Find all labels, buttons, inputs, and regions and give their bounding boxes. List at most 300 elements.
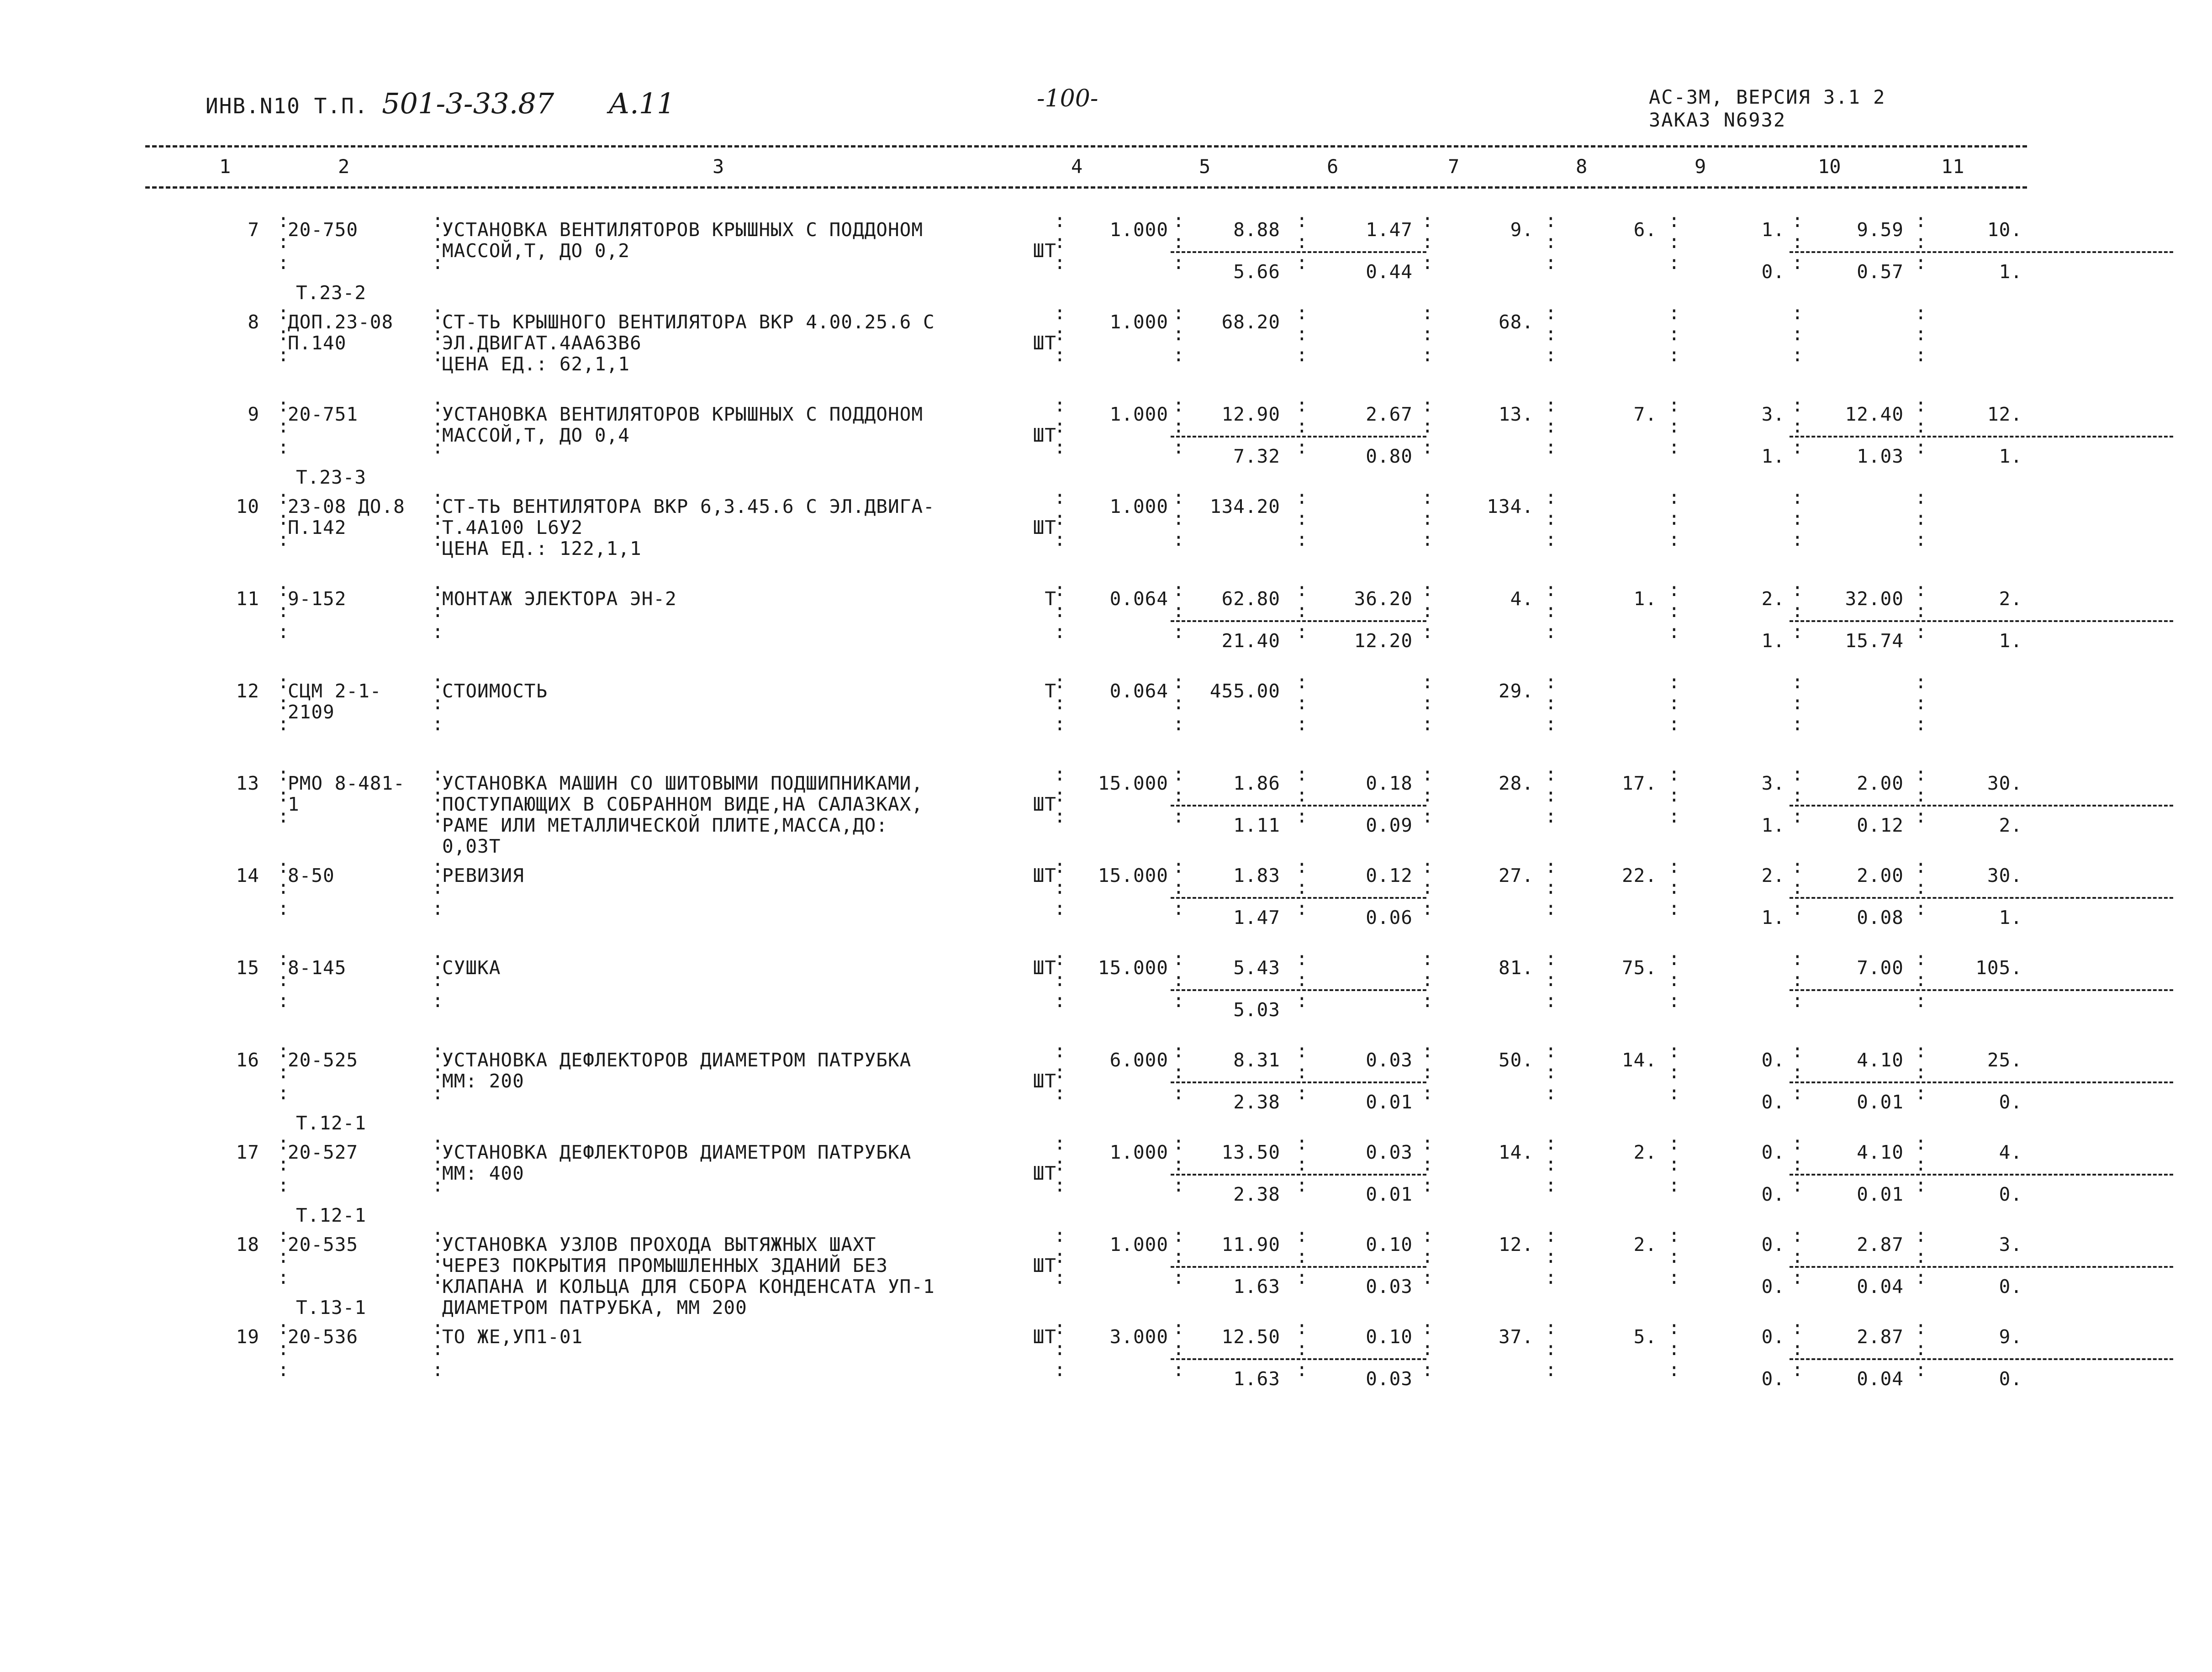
column-separator: : xyxy=(1296,1061,1308,1083)
row-s11: 4. xyxy=(1999,1141,2022,1163)
column-separator: : xyxy=(1054,344,1066,366)
row-quantity: 1.000 xyxy=(1109,311,1168,333)
column-separator: : xyxy=(1296,507,1308,529)
column-separator: : xyxy=(1545,855,1557,877)
column-separator: : xyxy=(1668,507,1680,529)
column-separator: : xyxy=(1915,1224,1927,1246)
column-separator: : xyxy=(1296,1082,1308,1104)
column-separator: : xyxy=(1422,692,1433,714)
column-separator: : xyxy=(1545,507,1557,529)
row-description: ММ: 200 xyxy=(442,1070,524,1092)
column-separator: : xyxy=(1668,436,1680,458)
row-p6: 2.67 xyxy=(1366,403,1413,425)
header-rule-bottom xyxy=(145,186,2027,189)
column-separator: : xyxy=(278,1174,289,1196)
column-separator: : xyxy=(1668,344,1680,366)
column-separator: : xyxy=(1915,528,1927,550)
column-separator: : xyxy=(1915,897,1927,919)
row-p5: 11.90 xyxy=(1221,1234,1280,1255)
column-separator: : xyxy=(1915,486,1927,508)
column-separator: : xyxy=(1792,969,1803,991)
row-sub-s10: 1.03 xyxy=(1857,445,1904,467)
row-number: 17 xyxy=(236,1141,259,1163)
column-separator: : xyxy=(1054,600,1066,622)
inventory-header xyxy=(206,87,675,120)
row-s8: 17. xyxy=(1621,772,1657,794)
row-s9: 2. xyxy=(1761,865,1785,886)
column-separator: : xyxy=(1668,486,1680,508)
column-separator: : xyxy=(432,1359,443,1381)
column-separator: : xyxy=(1915,621,1927,643)
row-p5: 12.90 xyxy=(1221,403,1280,425)
project-number: 501-3-33.87 xyxy=(382,87,554,120)
column-separator: : xyxy=(1296,344,1308,366)
column-separator: : xyxy=(1792,713,1803,735)
row-description: РАМЕ ИЛИ МЕТАЛЛИЧЕСКОЙ ПЛИТЕ,МАССА,ДО: xyxy=(442,814,888,836)
page-number: -100- xyxy=(1037,85,1098,112)
column-separator: : xyxy=(1915,1153,1927,1175)
row-s7: 28. xyxy=(1498,772,1534,794)
column-separator: : xyxy=(1296,621,1308,643)
row-code: 20-535 xyxy=(288,1234,359,1255)
row-code: 20-536 xyxy=(288,1326,359,1348)
inventory-prefix: ИНВ.N xyxy=(206,94,274,118)
column-separator: : xyxy=(1545,528,1557,550)
column-separator: : xyxy=(1545,415,1557,437)
column-separator: : xyxy=(1173,210,1184,232)
column-separator: : xyxy=(1545,948,1557,970)
column-separator: : xyxy=(1173,394,1184,416)
row-s7: 9. xyxy=(1510,219,1534,241)
column-separator: : xyxy=(1545,621,1557,643)
column-separator: : xyxy=(1668,1338,1680,1360)
column-separator: : xyxy=(1173,1174,1184,1196)
row-p5: 68.20 xyxy=(1221,311,1280,333)
column-separator: : xyxy=(432,1153,443,1175)
row-s7: 134. xyxy=(1487,496,1534,517)
row-code: СЦМ 2-1- xyxy=(288,680,382,702)
column-separator: : xyxy=(1668,1245,1680,1267)
row-s8: 2. xyxy=(1633,1234,1657,1255)
row-s11: 9. xyxy=(1999,1326,2022,1348)
column-separator: : xyxy=(1054,415,1066,437)
column-separator: : xyxy=(432,415,443,437)
column-separator: : xyxy=(1668,415,1680,437)
column-separator: : xyxy=(1668,600,1680,622)
row-sub-s11: 0. xyxy=(1999,1091,2022,1113)
column-separator: : xyxy=(1915,323,1927,345)
row-s10: 9.59 xyxy=(1857,219,1904,241)
row-s9: 0. xyxy=(1761,1049,1785,1071)
column-separator: : xyxy=(1668,855,1680,877)
column-separator: : xyxy=(432,394,443,416)
column-separator: : xyxy=(278,302,289,324)
row-description: УСТАНОВКА ВЕНТИЛЯТОРОВ КРЫШНЫХ С ПОДДОНОМ xyxy=(442,403,924,425)
system-header xyxy=(1649,86,1885,132)
column-separator: : xyxy=(1422,231,1433,253)
column-separator: : xyxy=(1054,507,1066,529)
column-separator: : xyxy=(1792,436,1803,458)
column-separator: : xyxy=(432,990,443,1012)
column-separator: : xyxy=(1054,394,1066,416)
row-s10: 2.00 xyxy=(1857,772,1904,794)
row-code: П.142 xyxy=(288,517,347,538)
subtotal-divider xyxy=(1790,1266,2173,1268)
table-row xyxy=(145,1317,2036,1419)
row-p5: 1.86 xyxy=(1233,772,1280,794)
row-sub-s9: 0. xyxy=(1761,1091,1785,1113)
row-number: 16 xyxy=(236,1049,259,1071)
column-separator: : xyxy=(432,486,443,508)
column-separator: : xyxy=(1545,231,1557,253)
row-sub-s9: 0. xyxy=(1761,1183,1785,1205)
column-separator: : xyxy=(1915,692,1927,714)
row-s7: 68. xyxy=(1498,311,1534,333)
column-separator: : xyxy=(1173,1082,1184,1104)
row-sub-s11: 1. xyxy=(1999,630,2022,652)
column-header-10: 10 xyxy=(1818,155,1841,178)
table-row xyxy=(145,579,2036,680)
row-code: 20-750 xyxy=(288,219,359,241)
column-separator: : xyxy=(1296,855,1308,877)
column-separator: : xyxy=(1422,876,1433,898)
row-s11: 25. xyxy=(1987,1049,2022,1071)
column-separator: : xyxy=(1668,1224,1680,1246)
row-s8: 14. xyxy=(1621,1049,1657,1071)
column-separator: : xyxy=(1792,1245,1803,1267)
column-separator: : xyxy=(278,1317,289,1339)
column-separator: : xyxy=(1792,252,1803,274)
column-separator: : xyxy=(432,507,443,529)
column-separator: : xyxy=(1792,1061,1803,1083)
row-quantity: 1.000 xyxy=(1109,1234,1168,1255)
column-separator: : xyxy=(1545,1338,1557,1360)
column-separator: : xyxy=(1792,897,1803,919)
column-separator: : xyxy=(1422,528,1433,550)
row-unit: ШТ xyxy=(1033,240,1056,262)
table-row xyxy=(145,394,2036,496)
column-separator: : xyxy=(1054,855,1066,877)
column-separator: : xyxy=(1915,507,1927,529)
row-s9: 2. xyxy=(1761,588,1785,610)
row-p6: 0.10 xyxy=(1366,1234,1413,1255)
column-separator: : xyxy=(1792,507,1803,529)
column-separator: : xyxy=(1915,210,1927,232)
column-separator: : xyxy=(1545,969,1557,991)
column-separator: : xyxy=(1668,1153,1680,1175)
column-separator: : xyxy=(1792,528,1803,550)
column-separator: : xyxy=(1422,210,1433,232)
row-sub-s11: 1. xyxy=(1999,907,2022,928)
column-separator: : xyxy=(1173,1040,1184,1062)
row-s7: 27. xyxy=(1498,865,1534,886)
column-separator: : xyxy=(1915,876,1927,898)
column-separator: : xyxy=(278,1061,289,1083)
row-s11: 105. xyxy=(1975,957,2022,979)
row-number: 11 xyxy=(236,588,259,610)
column-separator: : xyxy=(432,948,443,970)
column-separator: : xyxy=(1915,1266,1927,1288)
column-separator: : xyxy=(1054,876,1066,898)
column-separator: : xyxy=(1792,671,1803,693)
column-separator: : xyxy=(1545,436,1557,458)
row-s9: 0. xyxy=(1761,1234,1785,1255)
row-number: 15 xyxy=(236,957,259,979)
column-separator: : xyxy=(1668,763,1680,785)
row-description: УСТАНОВКА ДЕФЛЕКТОРОВ ДИАМЕТРОМ ПАТРУБКА xyxy=(442,1049,912,1071)
column-separator: : xyxy=(278,323,289,345)
column-separator: : xyxy=(1422,394,1433,416)
column-separator: : xyxy=(432,671,443,693)
column-header-9: 9 xyxy=(1695,155,1706,178)
system-version: АС-3М, ВЕРСИЯ 3.1 2 xyxy=(1649,86,1886,108)
column-separator: : xyxy=(1296,1224,1308,1246)
row-sub-s10: 0.04 xyxy=(1857,1368,1904,1390)
column-separator: : xyxy=(1173,600,1184,622)
column-separator: : xyxy=(1422,855,1433,877)
column-separator: : xyxy=(1545,897,1557,919)
column-separator: : xyxy=(1915,1245,1927,1267)
column-separator: : xyxy=(1915,969,1927,991)
column-separator: : xyxy=(1792,990,1803,1012)
row-unit: ШТ xyxy=(1033,1326,1056,1348)
column-separator: : xyxy=(278,486,289,508)
column-separator: : xyxy=(1915,1317,1927,1339)
row-p5: 8.31 xyxy=(1233,1049,1280,1071)
column-separator: : xyxy=(1792,621,1803,643)
column-separator: : xyxy=(432,1061,443,1083)
column-separator: : xyxy=(1422,323,1433,345)
column-separator: : xyxy=(1054,1338,1066,1360)
row-s11: 30. xyxy=(1987,865,2022,886)
column-separator: : xyxy=(1545,344,1557,366)
row-sub-p5: 5.66 xyxy=(1233,261,1280,283)
column-separator: : xyxy=(1054,897,1066,919)
column-header-5: 5 xyxy=(1199,155,1211,178)
column-separator: : xyxy=(1173,1224,1184,1246)
column-separator: : xyxy=(1054,302,1066,324)
column-separator: : xyxy=(1545,1082,1557,1104)
table-row xyxy=(145,1040,2036,1142)
column-separator: : xyxy=(1296,1359,1308,1381)
row-p6: 0.12 xyxy=(1366,865,1413,886)
column-separator: : xyxy=(1668,692,1680,714)
column-separator: : xyxy=(1054,1317,1066,1339)
column-separator: : xyxy=(1422,1061,1433,1083)
row-s7: 13. xyxy=(1498,403,1534,425)
row-description: МОНТАЖ ЭЛЕКТОРА ЭН-2 xyxy=(442,588,677,610)
row-s8: 7. xyxy=(1633,403,1657,425)
column-separator: : xyxy=(1173,621,1184,643)
column-separator: : xyxy=(1792,579,1803,601)
column-separator: : xyxy=(1054,323,1066,345)
row-reference: Т.12-1 xyxy=(296,1112,367,1134)
column-separator: : xyxy=(278,600,289,622)
row-sub-s9: 0. xyxy=(1761,1276,1785,1298)
column-separator: : xyxy=(432,1224,443,1246)
column-separator: : xyxy=(278,1338,289,1360)
column-separator: : xyxy=(1545,252,1557,274)
row-description: ЭЛ.ДВИГАТ.4АА63В6 xyxy=(442,332,642,354)
column-separator: : xyxy=(1545,1224,1557,1246)
row-sub-p5: 1.11 xyxy=(1233,814,1280,836)
column-separator: : xyxy=(1545,763,1557,785)
album-number: А.11 xyxy=(608,87,675,120)
column-separator: : xyxy=(278,210,289,232)
column-separator: : xyxy=(1173,990,1184,1012)
column-separator: : xyxy=(1296,990,1308,1012)
column-separator: : xyxy=(432,969,443,991)
column-separator: : xyxy=(1173,805,1184,827)
column-separator: : xyxy=(432,528,443,550)
row-sub-p6: 0.09 xyxy=(1366,814,1413,836)
column-separator: : xyxy=(1173,1338,1184,1360)
column-separator: : xyxy=(1668,252,1680,274)
column-separator: : xyxy=(432,876,443,898)
column-separator: : xyxy=(432,436,443,458)
column-header-11: 11 xyxy=(1941,155,1964,178)
column-header-6: 6 xyxy=(1327,155,1339,178)
column-separator: : xyxy=(1422,1359,1433,1381)
column-separator: : xyxy=(1915,1040,1927,1062)
column-header-4: 4 xyxy=(1071,155,1083,178)
column-separator: : xyxy=(1792,415,1803,437)
column-separator: : xyxy=(278,344,289,366)
row-sub-s10: 0.01 xyxy=(1857,1091,1904,1113)
row-s7: 50. xyxy=(1498,1049,1534,1071)
row-code: П.140 xyxy=(288,332,347,354)
column-separator: : xyxy=(1173,763,1184,785)
column-separator: : xyxy=(432,621,443,643)
column-separator: : xyxy=(1173,897,1184,919)
row-sub-p5: 1.63 xyxy=(1233,1368,1280,1390)
column-separator: : xyxy=(432,1338,443,1360)
row-p6: 1.47 xyxy=(1366,219,1413,241)
column-separator: : xyxy=(1422,1174,1433,1196)
column-separator: : xyxy=(1668,1061,1680,1083)
column-separator: : xyxy=(1054,1082,1066,1104)
column-separator: : xyxy=(1173,1245,1184,1267)
row-s10: 2.87 xyxy=(1857,1234,1904,1255)
column-separator: : xyxy=(1545,713,1557,735)
row-sub-s10: 0.08 xyxy=(1857,907,1904,928)
row-code: 20-751 xyxy=(288,403,359,425)
column-separator: : xyxy=(1545,1040,1557,1062)
row-number: 8 xyxy=(248,311,259,333)
column-separator: : xyxy=(1545,1061,1557,1083)
column-separator: : xyxy=(1173,969,1184,991)
column-separator: : xyxy=(1545,1174,1557,1196)
column-separator: : xyxy=(278,948,289,970)
row-s10: 2.00 xyxy=(1857,865,1904,886)
row-unit: Т xyxy=(1045,680,1056,702)
column-separator: : xyxy=(1054,1245,1066,1267)
column-separator: : xyxy=(1915,600,1927,622)
column-separator: : xyxy=(1422,1082,1433,1104)
column-separator: : xyxy=(278,621,289,643)
column-separator: : xyxy=(278,415,289,437)
row-quantity: 0.064 xyxy=(1109,588,1168,610)
column-separator: : xyxy=(1173,1359,1184,1381)
row-number: 14 xyxy=(236,865,259,886)
row-reference: Т.12-1 xyxy=(296,1204,367,1226)
column-separator: : xyxy=(1545,1317,1557,1339)
row-s8: 1. xyxy=(1633,588,1657,610)
column-separator: : xyxy=(1296,231,1308,253)
column-separator: : xyxy=(1792,1082,1803,1104)
column-separator: : xyxy=(1296,323,1308,345)
row-unit: ШТ xyxy=(1033,332,1056,354)
row-s10: 2.87 xyxy=(1857,1326,1904,1348)
row-s8: 75. xyxy=(1621,957,1657,979)
table-row xyxy=(145,763,2036,865)
column-separator: : xyxy=(432,210,443,232)
column-separator: : xyxy=(278,969,289,991)
column-separator: : xyxy=(1422,784,1433,806)
column-separator: : xyxy=(1792,763,1803,785)
column-separator: : xyxy=(1422,1224,1433,1246)
column-separator: : xyxy=(1296,784,1308,806)
column-separator: : xyxy=(1422,948,1433,970)
column-separator: : xyxy=(1668,713,1680,735)
column-separator: : xyxy=(1173,323,1184,345)
row-description: 0,03Т xyxy=(442,835,501,857)
column-separator: : xyxy=(1422,600,1433,622)
column-separator: : xyxy=(1915,579,1927,601)
column-separator: : xyxy=(278,1266,289,1288)
table-row xyxy=(145,671,2036,773)
column-separator: : xyxy=(432,252,443,274)
column-separator: : xyxy=(432,1266,443,1288)
column-separator: : xyxy=(1296,210,1308,232)
row-sub-p6: 0.01 xyxy=(1366,1091,1413,1113)
row-sub-s11: 2. xyxy=(1999,814,2022,836)
column-separator: : xyxy=(1422,1266,1433,1288)
row-s10: 4.10 xyxy=(1857,1141,1904,1163)
column-separator: : xyxy=(1173,876,1184,898)
column-separator: : xyxy=(1792,948,1803,970)
column-separator: : xyxy=(1173,528,1184,550)
column-separator: : xyxy=(1296,1153,1308,1175)
column-separator: : xyxy=(1545,600,1557,622)
header-rule-top xyxy=(145,145,2027,148)
column-separator: : xyxy=(1054,231,1066,253)
row-sub-s11: 0. xyxy=(1999,1276,2022,1298)
row-p5: 13.50 xyxy=(1221,1141,1280,1163)
row-quantity: 15.000 xyxy=(1098,772,1168,794)
column-separator: : xyxy=(432,855,443,877)
column-separator: : xyxy=(1296,876,1308,898)
column-separator: : xyxy=(1792,1224,1803,1246)
column-separator: : xyxy=(278,763,289,785)
column-header-1: 1 xyxy=(219,155,231,178)
row-s9: 3. xyxy=(1761,403,1785,425)
column-separator: : xyxy=(1296,1266,1308,1288)
row-description: СТ-ТЬ КРЫШНОГО ВЕНТИЛЯТОРА ВКР 4.00.25.6 С xyxy=(442,311,935,333)
column-separator: : xyxy=(1668,948,1680,970)
row-s9: 0. xyxy=(1761,1326,1785,1348)
column-separator: : xyxy=(1054,1061,1066,1083)
row-sub-p6: 0.03 xyxy=(1366,1276,1413,1298)
column-separator: : xyxy=(1545,1359,1557,1381)
column-separator: : xyxy=(1296,1040,1308,1062)
column-separator: : xyxy=(1296,1338,1308,1360)
row-s10: 4.10 xyxy=(1857,1049,1904,1071)
column-separator: : xyxy=(278,1359,289,1381)
column-separator: : xyxy=(1173,713,1184,735)
column-separator: : xyxy=(278,252,289,274)
subtotal-divider xyxy=(1790,1081,2173,1083)
